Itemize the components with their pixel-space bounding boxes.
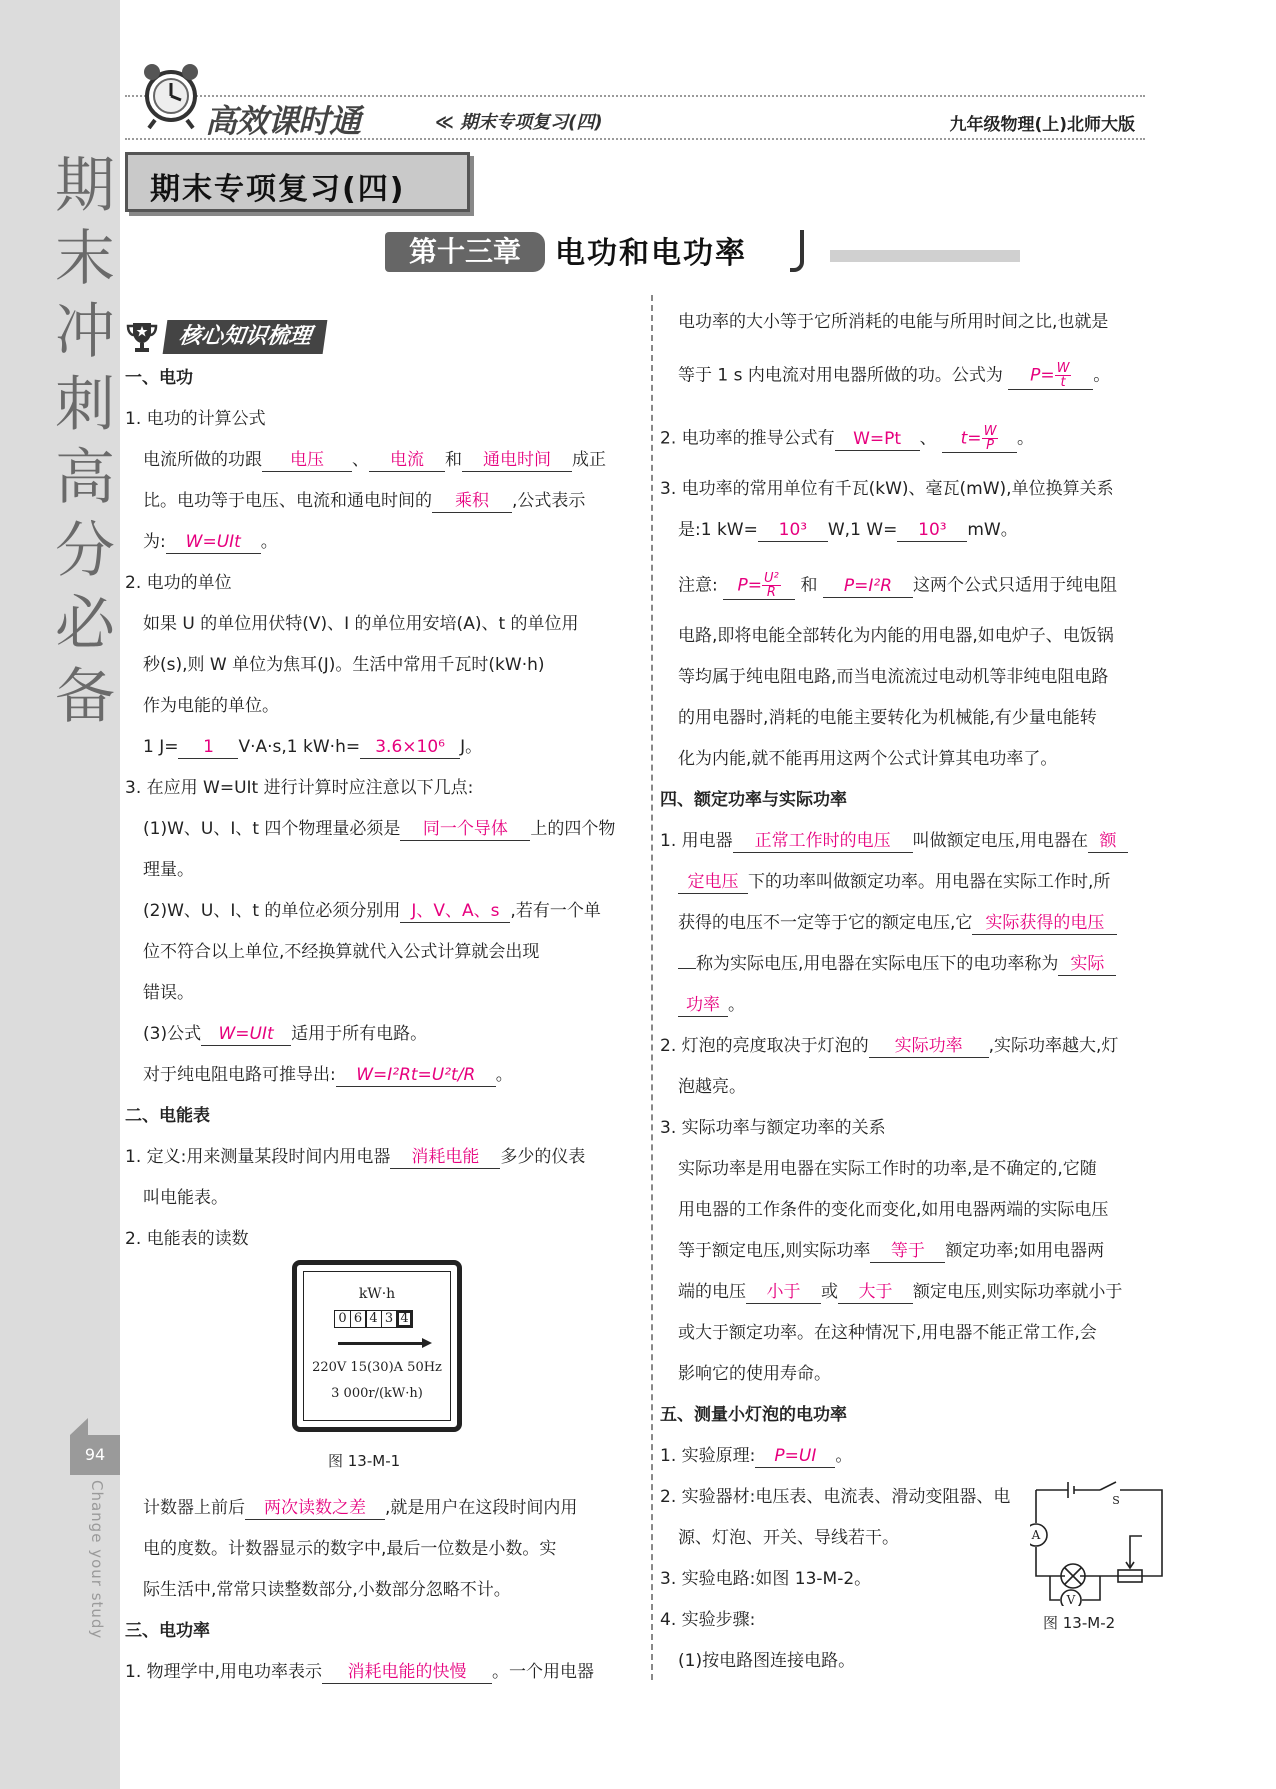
text-line: (1)按电路图连接电路。 bbox=[678, 1651, 856, 1671]
energy-meter-figure bbox=[292, 1260, 462, 1432]
fraction: $\frac{W}{P}$ bbox=[983, 424, 997, 453]
item-heading: 1. 电功的计算公式 bbox=[125, 409, 266, 429]
answer-blank: 额 bbox=[1088, 830, 1128, 853]
answer-blank: 大于 bbox=[838, 1281, 913, 1304]
arrow-right-icon bbox=[422, 1338, 432, 1348]
meter-counter bbox=[334, 1310, 412, 1328]
chapter-decor-bar bbox=[830, 250, 1020, 262]
sidebar-title bbox=[50, 150, 120, 734]
text-line: 或大于额定功率。在这种情况下,用电器不能正常工作,会 bbox=[678, 1323, 1097, 1343]
answer-blank-continuation bbox=[678, 968, 696, 969]
text-line: 2. 电功率的推导公式有 W=Pt 、 t= $\frac{W}{P}$ 。 bbox=[660, 424, 1035, 453]
meter-digit-decimal: 4 bbox=[396, 1310, 413, 1328]
text-line: 3. 电功率的常用单位有千瓦(kW)、毫瓦(mW),单位换算关系 bbox=[660, 479, 1114, 499]
answer-blank: 消耗电能的快慢 bbox=[322, 1661, 492, 1684]
answer-blank: 实际 bbox=[1058, 953, 1116, 976]
header-subtitle: ≪ 期末专项复习(四) bbox=[435, 112, 603, 133]
sidebar-title-char: 末 bbox=[55, 224, 115, 294]
answer-blank: 电流 bbox=[369, 449, 445, 472]
chapter-tag: 第十三章 bbox=[385, 232, 545, 272]
meter-digit: 6 bbox=[350, 1310, 367, 1328]
sidebar bbox=[0, 0, 120, 1789]
text-line: 1. 实验原理: P=UI 。 bbox=[660, 1446, 853, 1466]
page-number: 94 bbox=[70, 1435, 120, 1475]
answer-blank: 电压 bbox=[262, 449, 352, 472]
heading-electric-power: 三、电功率 bbox=[125, 1621, 210, 1641]
text-line: 秒(s),则 W 单位为焦耳(J)。生活中常用千瓦时(kW·h) bbox=[143, 655, 545, 675]
text-line: 电功率的大小等于它所消耗的电能与所用时间之比,也就是 bbox=[678, 312, 1109, 332]
sidebar-title-char: 刺 bbox=[55, 370, 115, 440]
answer-blank: 实际功率 bbox=[869, 1035, 989, 1058]
text-line: 称为实际电压,用电器在实际电压下的电功率称为 实际 bbox=[678, 953, 1116, 976]
header-edition: 九年级物理(上)北师大版 bbox=[949, 115, 1135, 135]
answer-blank: 消耗电能 bbox=[390, 1146, 500, 1169]
meter-disc-line bbox=[338, 1342, 424, 1345]
answer-blank: 定电压 bbox=[678, 871, 748, 894]
heading-energy-meter: 二、电能表 bbox=[125, 1106, 210, 1126]
text-line: 等均属于纯电阻电路,而当电流流过电动机等非纯电阻电路 bbox=[678, 667, 1109, 687]
circuit-diagram bbox=[1030, 1476, 1170, 1606]
heading-electric-work: 一、电功 bbox=[125, 368, 193, 388]
text-line: 位不符合以上单位,不经换算就代入公式计算就会出现 bbox=[143, 942, 540, 962]
answer-blank: 乘积 bbox=[432, 490, 512, 513]
answer-blank-formula: P= $\frac{\text{U²}}{R}$ bbox=[723, 572, 795, 600]
item-heading: 2. 电能表的读数 bbox=[125, 1229, 249, 1249]
fraction: $\frac{W}{t}$ bbox=[1056, 361, 1070, 390]
answer-blank: 两次读数之差 bbox=[245, 1497, 385, 1520]
sidebar-title-char: 必 bbox=[55, 589, 115, 659]
answer-blank: 实际获得的电压 bbox=[972, 912, 1117, 935]
text-line: 电路,即将电能全部转化为内能的用电器,如电炉子、电饭锅 bbox=[678, 626, 1114, 646]
page-number-tab bbox=[70, 1418, 88, 1435]
answer-blank: P=UI bbox=[755, 1445, 835, 1468]
answer-blank: 10³ bbox=[758, 519, 828, 542]
brand-logo-text: 高效课时通 bbox=[205, 102, 361, 140]
answer-blank: 3.6×10⁶ bbox=[360, 736, 460, 759]
text-line: (1)W、U、I、t 四个物理量必须是 同一个导体 上的四个物 bbox=[143, 819, 616, 839]
answer-blank: P=I²R bbox=[823, 575, 913, 598]
answer-blank-formula: t= $\frac{W}{P}$ bbox=[942, 425, 1017, 453]
sidebar-title-char: 期 bbox=[55, 151, 115, 221]
text-line: 获得的电压不一定等于它的额定电压,它 实际获得的电压 bbox=[678, 912, 1117, 935]
ammeter-label: A bbox=[1031, 1528, 1041, 1542]
text-line: 错误。 bbox=[143, 983, 194, 1003]
answer-blank: W=Pt bbox=[835, 428, 920, 451]
figure-caption: 图 13-M-2 bbox=[1043, 1614, 1116, 1632]
text-line: 1. 物理学中,用电功率表示 消耗电能的快慢 。一个用电器 bbox=[125, 1662, 595, 1682]
text-line: 化为内能,就不能再用这两个公式计算其电功率了。 bbox=[678, 749, 1058, 769]
text-line: 际生活中,常常只读整数部分,小数部分忽略不计。 bbox=[143, 1580, 511, 1600]
chapter-bracket bbox=[790, 230, 804, 272]
answer-blank: W=UIt bbox=[201, 1023, 291, 1046]
energy-meter-face bbox=[303, 1271, 451, 1421]
text-line: 如果 U 的单位用伏特(V)、I 的单位用安培(A)、t 的单位用 bbox=[143, 614, 579, 634]
item-heading: 3. 实际功率与额定功率的关系 bbox=[660, 1118, 886, 1138]
sidebar-title-char: 备 bbox=[55, 662, 115, 732]
meter-unit: kW·h bbox=[358, 1286, 396, 1302]
switch-label: S bbox=[1112, 1494, 1120, 1507]
text-line: 功率 。 bbox=[678, 994, 745, 1017]
text-line: 3. 实验电路:如图 13-M-2。 bbox=[660, 1569, 872, 1589]
text-line: (3)公式 W=UIt 适用于所有电路。 bbox=[143, 1024, 428, 1044]
text-line: 2. 实验器材:电压表、电流表、滑动变阻器、电 bbox=[660, 1487, 1011, 1507]
answer-blank: W=UIt bbox=[166, 531, 261, 554]
text-line: 电流所做的功跟 电压 、 电流 和 通电时间 成正 bbox=[143, 450, 606, 470]
sidebar-title-char: 高 bbox=[55, 443, 115, 513]
answer-blank: 小于 bbox=[746, 1281, 821, 1304]
item-heading: 3. 在应用 W=UIt 进行计算时应注意以下几点: bbox=[125, 778, 474, 798]
answer-blank: 1 bbox=[178, 736, 238, 759]
sidebar-title-char: 冲 bbox=[55, 297, 115, 367]
meter-rate: 3 000r/(kW·h) bbox=[331, 1386, 423, 1401]
text-line: 理量。 bbox=[143, 860, 194, 880]
review-title-box bbox=[125, 152, 470, 212]
text-line: 实际功率是用电器在实际工作时的功率,是不确定的,它随 bbox=[678, 1159, 1097, 1179]
review-title: 期末专项复习(四) bbox=[150, 172, 406, 207]
alarm-clock-icon bbox=[135, 50, 205, 130]
text-line: 4. 实验步骤: bbox=[660, 1610, 756, 1630]
heading-rated-power: 四、额定功率与实际功率 bbox=[660, 790, 847, 810]
voltmeter-label: V bbox=[1066, 1593, 1076, 1606]
heading-measure-power: 五、测量小灯泡的电功率 bbox=[660, 1405, 847, 1425]
answer-blank: 功率 bbox=[678, 994, 728, 1017]
answer-blank: J、V、A、s bbox=[400, 900, 510, 923]
sidebar-title-char: 分 bbox=[55, 516, 115, 586]
chapter-title: 电功和电功率 bbox=[555, 236, 747, 271]
section-label: 核心知识梳理 bbox=[163, 320, 328, 354]
meter-digit: 0 bbox=[334, 1310, 351, 1328]
column-divider bbox=[651, 295, 653, 1680]
text-line: 对于纯电阻电路可推导出: W=I²Rt=U²t/R 。 bbox=[143, 1065, 513, 1085]
text-line: 计数器上前后 两次读数之差 ,就是用户在这段时间内用 bbox=[143, 1498, 578, 1518]
answer-blank: 同一个导体 bbox=[400, 818, 530, 841]
fraction: $\frac{\text{U²}}{R}$ bbox=[764, 571, 779, 600]
text-line: 比。电功等于电压、电流和通电时间的 乘积 ,公式表示 bbox=[143, 491, 586, 511]
answer-blank: 10³ bbox=[897, 519, 967, 542]
text-line: 1. 定义:用来测量某段时间内用电器 消耗电能 多少的仪表 bbox=[125, 1147, 586, 1167]
sidebar-motto: Change your study bbox=[88, 1480, 106, 1640]
page-header bbox=[125, 90, 1145, 140]
text-line: 作为电能的单位。 bbox=[143, 696, 279, 716]
answer-blank-formula: P= $\frac{W}{t}$ bbox=[1008, 362, 1093, 390]
answer-blank: W=I²Rt=U²t/R bbox=[336, 1064, 496, 1087]
text-line: 等于 1 s 内电流对用电器所做的功。公式为 P= $\frac{W}{t}$ 。 bbox=[678, 361, 1111, 390]
trophy-icon bbox=[125, 320, 159, 354]
text-line: 是:1 kW= 10³ W,1 W= 10³ mW。 bbox=[678, 520, 1018, 540]
text-line: 1. 用电器 正常工作时的电压 叫做额定电压,用电器在 额 bbox=[660, 830, 1128, 853]
text-line: 泡越亮。 bbox=[678, 1077, 746, 1097]
text-line: 叫电能表。 bbox=[143, 1188, 228, 1208]
text-line: 源、灯泡、开关、导线若干。 bbox=[678, 1528, 899, 1548]
text-line: 等于额定电压,则实际功率 等于 额定功率;如用电器两 bbox=[678, 1241, 1105, 1261]
meter-digit: 4 bbox=[365, 1310, 382, 1328]
text-line: 2. 灯泡的亮度取决于灯泡的 实际功率 ,实际功率越大,灯 bbox=[660, 1036, 1119, 1056]
text-line: 的用电器时,消耗的电能主要转化为机械能,有少量电能转 bbox=[678, 708, 1097, 728]
text-line: 电的度数。计数器显示的数字中,最后一位数是小数。实 bbox=[143, 1539, 557, 1559]
answer-blank: 通电时间 bbox=[462, 449, 572, 472]
figure-caption: 图 13-M-1 bbox=[328, 1452, 401, 1470]
answer-blank: 等于 bbox=[870, 1240, 945, 1263]
text-line: 1 J= 1 V·A·s,1 kW·h= 3.6×10⁶ J。 bbox=[143, 737, 483, 757]
text-line: 端的电压 小于 或 大于 额定电压,则实际功率就小于 bbox=[678, 1282, 1123, 1302]
text-line: 用电器的工作条件的变化而变化,如用电器两端的实际电压 bbox=[678, 1200, 1109, 1220]
item-heading: 2. 电功的单位 bbox=[125, 573, 232, 593]
text-line: (2)W、U、I、t 的单位必须分别用 J、V、A、s ,若有一个单 bbox=[143, 901, 601, 921]
meter-digit: 3 bbox=[381, 1310, 398, 1328]
meter-spec: 220V 15(30)A 50Hz bbox=[312, 1360, 442, 1375]
answer-blank: 正常工作时的电压 bbox=[733, 830, 913, 853]
text-line: 定电压 下的功率叫做额定功率。用电器在实际工作时,所 bbox=[678, 871, 1110, 894]
text-line: 影响它的使用寿命。 bbox=[678, 1364, 831, 1384]
text-line: 注意: P= $\frac{\text{U²}}{R}$ 和 P=I²R 这两个公式只适用于纯电阻 bbox=[678, 571, 1117, 600]
text-line: 为: W=UIt 。 bbox=[143, 532, 278, 552]
